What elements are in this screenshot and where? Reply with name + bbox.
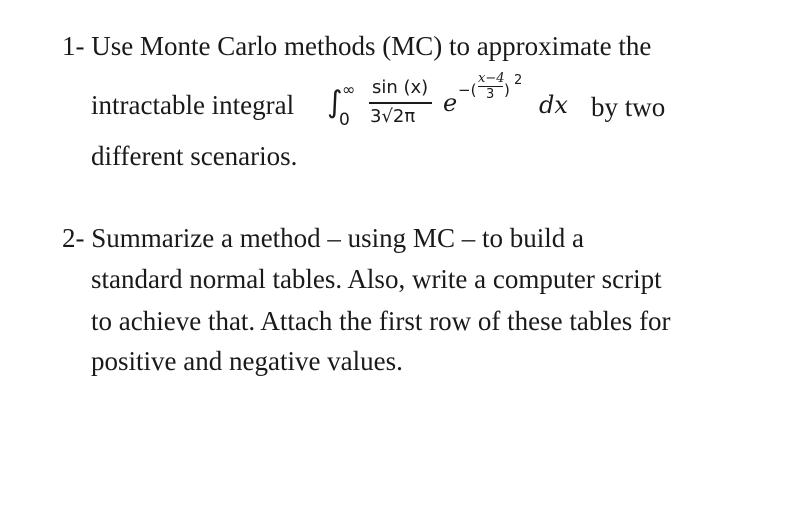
question-2-line-2: standard normal tables. Also, write a computer script <box>91 264 662 294</box>
integral-sign: ∫ <box>327 85 343 120</box>
question-1-line-2-suffix: by two <box>591 92 666 122</box>
fraction-numerator: sin (x) <box>372 77 429 98</box>
fraction-denominator: 3√2π <box>370 106 416 127</box>
question-2-line-1: 2- Summarize a method – using MC – to build a <box>62 223 584 253</box>
differential: dx <box>539 91 568 119</box>
exponent-close: ) <box>504 81 510 99</box>
exponential-base: e <box>443 89 458 117</box>
question-2-line-3: to achieve that. Attach the first row of these tables for <box>91 306 671 336</box>
integral-lower-limit: 0 <box>339 110 350 130</box>
question-1-line-3: different scenarios. <box>91 141 298 171</box>
question-2-line-4: positive and negative values. <box>91 346 403 376</box>
exponent <box>458 72 538 108</box>
fraction-bar <box>369 102 432 104</box>
question-1-line-2-prefix: intractable integral <box>91 90 295 120</box>
exponent-numerator: x−4 <box>478 71 505 86</box>
exponent-power: 2 <box>514 73 523 88</box>
integral-expression <box>327 72 677 142</box>
integral-upper-limit: ∞ <box>342 80 356 99</box>
exponent-denominator: 3 <box>486 87 495 102</box>
exponent-open: −( <box>458 81 477 99</box>
question-1-line-1: 1- Use Monte Carlo methods (MC) to approximate the <box>62 31 652 61</box>
